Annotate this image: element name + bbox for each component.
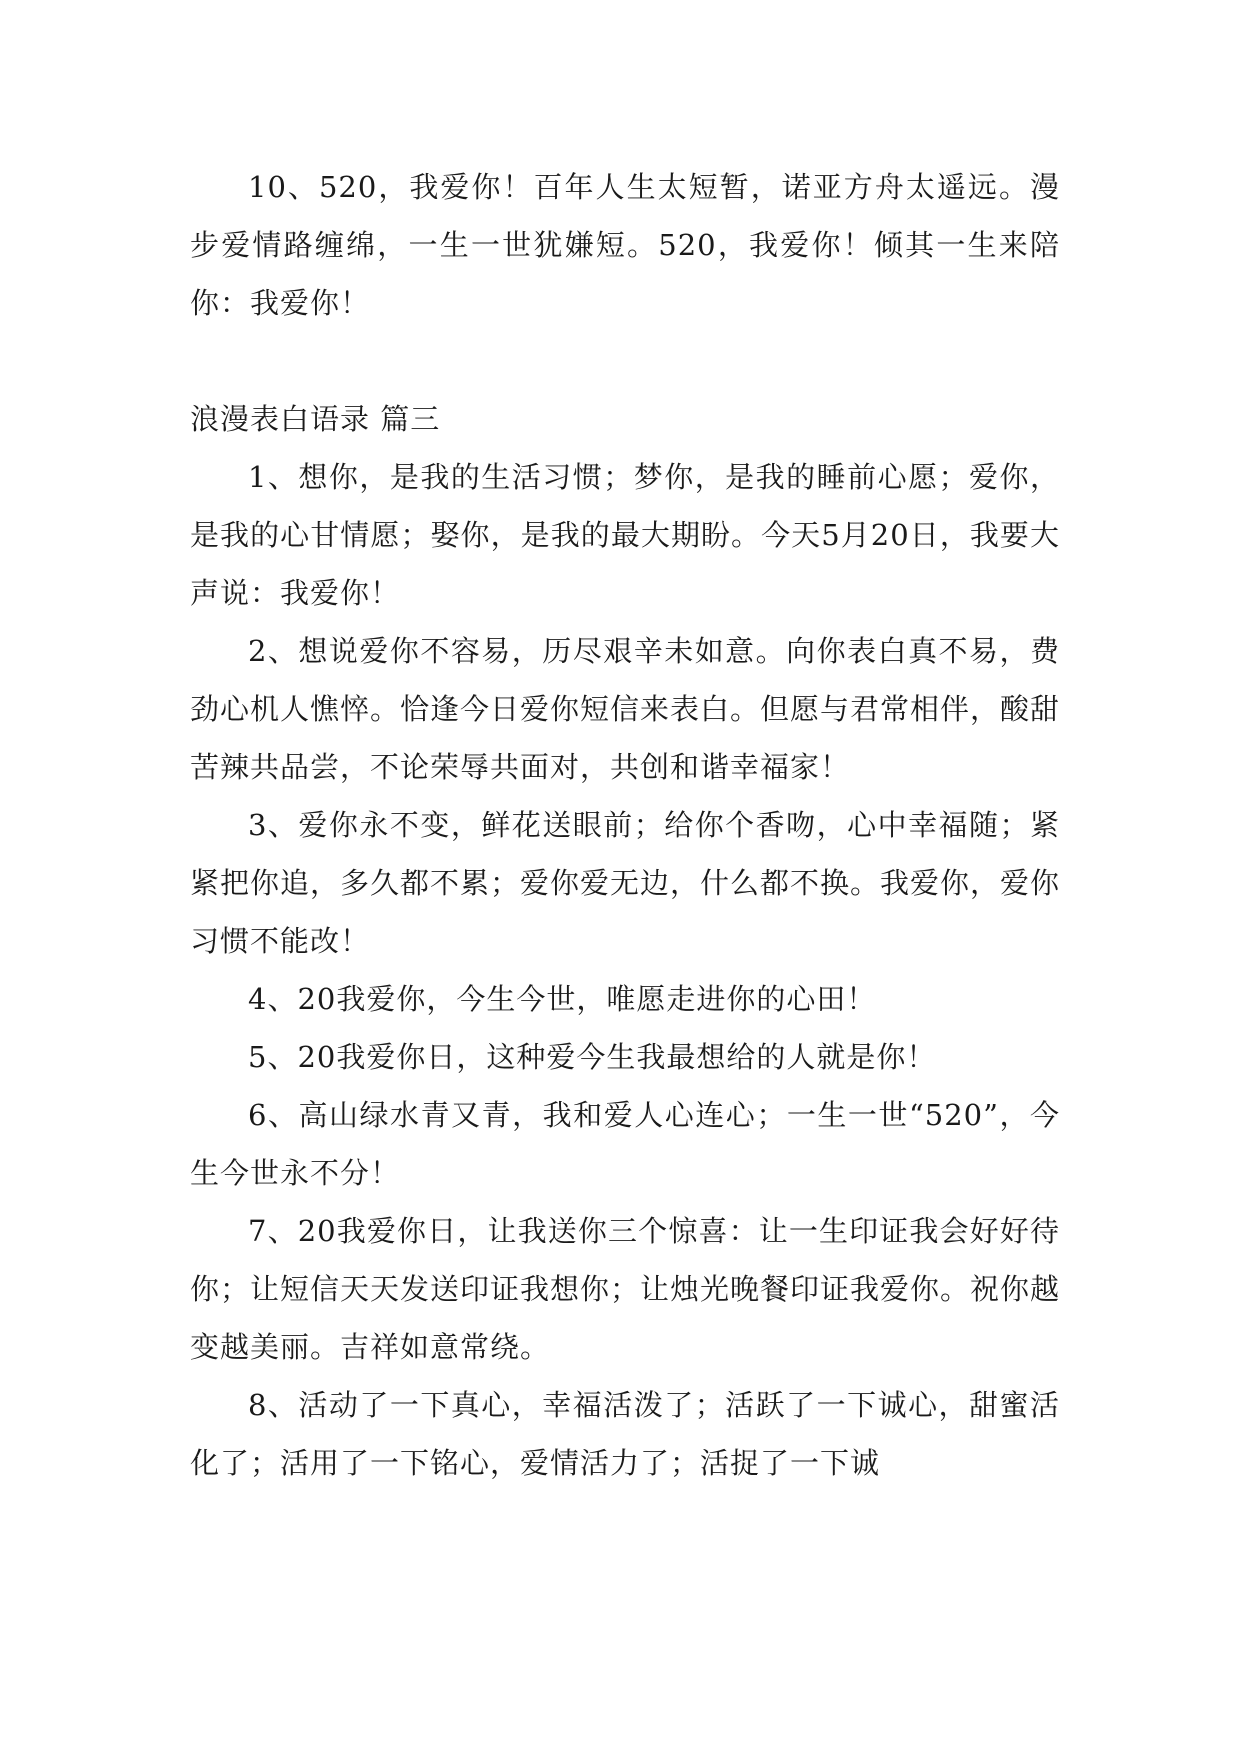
section-spacer <box>190 332 1060 390</box>
list-item-4: 4、20我爱你，今生今世，唯愿走进你的心田！ <box>248 982 877 1016</box>
list-item-1: 1、想你，是我的生活习惯；梦你，是我的睡前心愿；爱你，是我的心甘情愿；娶你，是我的最大期盼。今天5月20日，我要大声说：我爱你！ <box>190 460 1060 610</box>
list-item-5: 5、20我爱你日，这种爱今生我最想给的人就是你！ <box>248 1040 937 1074</box>
section-title: 浪漫表白语录 篇三 <box>190 402 441 436</box>
document-body <box>190 158 1060 1492</box>
list-item-3: 3、爱你永不变，鲜花送眼前；给你个香吻，心中幸福随；紧紧把你追，多久都不累；爱你爱无边，什么都不换。我爱你，爱你习惯不能改！ <box>190 808 1061 958</box>
list-item-7: 7、20我爱你日，让我送你三个惊喜：让一生印证我会好好待你；让短信天天发送印证我想你；让烛光晚餐印证我爱你。祝你越变越美丽。吉祥如意常绕。 <box>190 1214 1061 1364</box>
list-item-8: 8、活动了一下真心，幸福活泼了；活跃了一下诚心，甜蜜活化了；活用了一下铭心，爱情活力了；活捉了一下诚 <box>190 1388 1060 1480</box>
list-item-2: 2、想说爱你不容易，历尽艰辛未如意。向你表白真不易，费劲心机人憔悴。恰逢今日爱你短信来表白。但愿与君常相伴，酸甜苦辣共品尝，不论荣辱共面对，共创和谐幸福家！ <box>190 634 1061 784</box>
paragraph-10: 10、520，我爱你！百年人生太短暂，诺亚方舟太遥远。漫步爱情路缠绵，一生一世犹嫌短。520，我爱你！倾其一生来陪你：我爱你！ <box>190 170 1060 320</box>
list-item-6: 6、高山绿水青又青，我和爱人心连心；一生一世“520”，今生今世永不分！ <box>190 1098 1060 1190</box>
